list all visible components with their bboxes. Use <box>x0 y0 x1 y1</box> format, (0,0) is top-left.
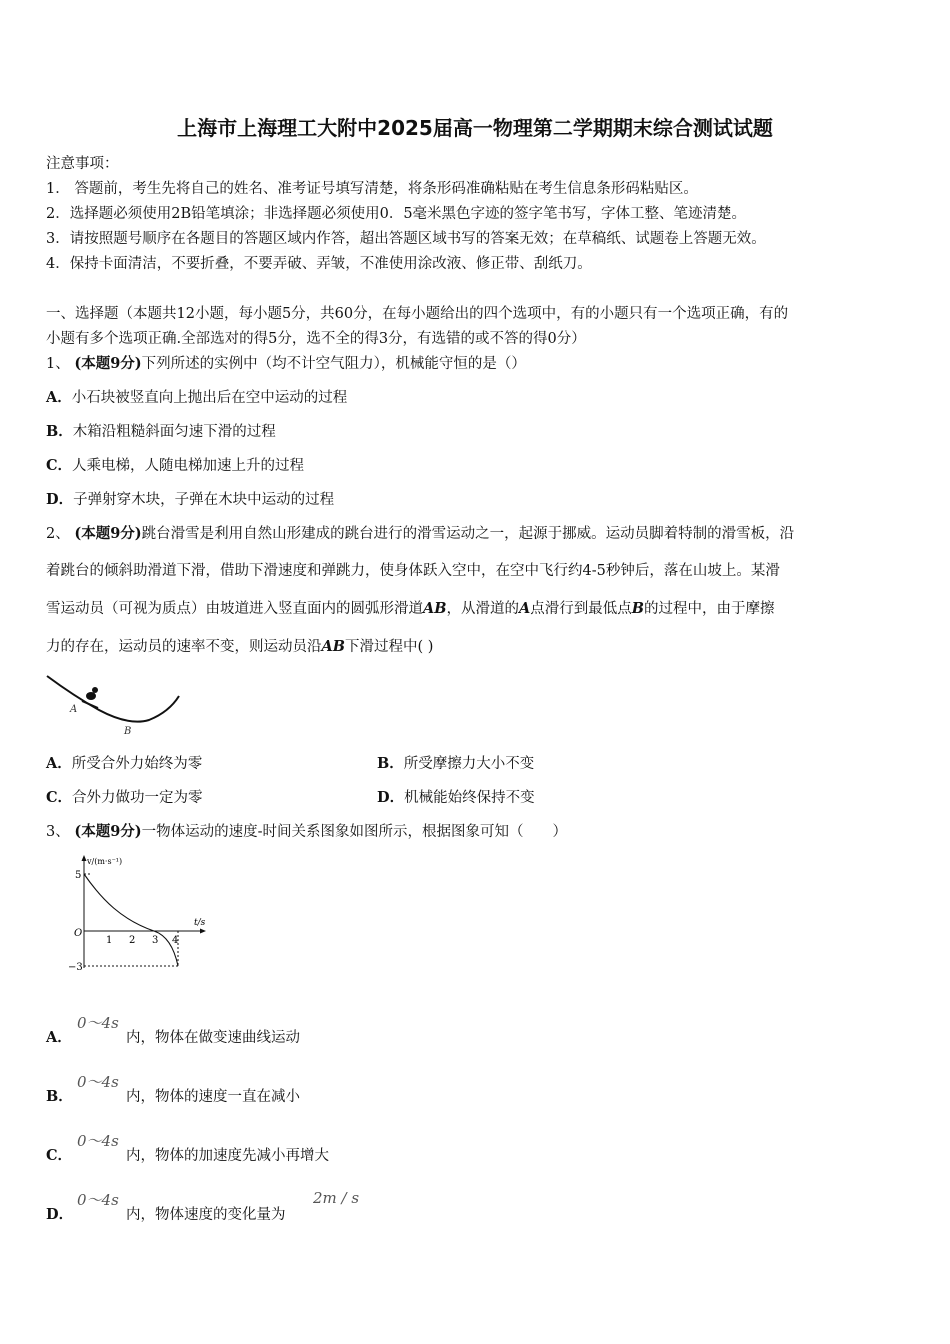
option-label: A． <box>46 389 72 406</box>
option-label: D． <box>46 1206 74 1223</box>
option-label: C． <box>46 1147 73 1164</box>
question-number: 2、 <box>46 526 70 542</box>
question-3-stem <box>46 820 567 841</box>
question-2-option-c <box>46 786 203 807</box>
option-text: 内，物体的速度一直在减小 <box>126 1089 300 1105</box>
question-1-option-a <box>46 386 347 407</box>
question-3-option-d <box>46 1203 73 1224</box>
option-text: 内，物体的加速度先减小再增大 <box>126 1148 329 1164</box>
interval-label: 0～4s <box>77 1014 119 1032</box>
interval-label: 0～4s <box>77 1132 119 1150</box>
option-text: 木箱沿粗糙斜面匀速下滑的过程 <box>72 424 276 440</box>
question-2-option-b <box>377 752 534 773</box>
math-b: B <box>631 600 645 617</box>
option-text: 机械能始终保持不变 <box>404 790 535 806</box>
question-text: 下列所述的实例中（均不计空气阻力），机械能守恒的是（） <box>141 356 526 372</box>
option-text: 合外力做功一定为零 <box>72 790 203 806</box>
question-3-option-a <box>46 1026 72 1047</box>
option-label: A． <box>46 755 72 772</box>
origin-label: O <box>74 928 83 939</box>
option-text: 小石块被竖直向上抛出后在空中运动的过程 <box>71 390 348 406</box>
option-label: B． <box>377 755 404 772</box>
ski-slope-figure <box>44 668 184 740</box>
x-axis-arrow-icon <box>200 929 206 934</box>
question-2-stem-line-4 <box>46 635 433 656</box>
notice-item-3: 3．请按照题号顺序在各题目的答题区域内作答，超出答题区域书写的答案无效；在草稿纸、试题卷上答题无效。 <box>46 231 766 247</box>
option-label: C． <box>46 789 73 806</box>
tick-5: 5 <box>75 870 82 881</box>
point-a-label: A <box>70 704 78 715</box>
y-axis-label: v/(m·s⁻¹) <box>87 857 123 866</box>
question-1-option-c <box>46 454 304 475</box>
y-axis-arrow-icon <box>82 855 87 861</box>
velocity-time-graph <box>62 852 212 974</box>
velocity-curve <box>84 874 178 966</box>
option-label: B． <box>46 423 73 440</box>
question-1-stem <box>46 352 526 373</box>
option-label: A． <box>46 1029 72 1046</box>
notice-item-4: 4．保持卡面清洁，不要折叠，不要弄破、弄皱，不准使用涂改液、修正带、刮纸刀。 <box>46 256 592 272</box>
tick-4: 4 <box>172 935 179 946</box>
question-score: (本题9分) <box>74 355 142 372</box>
interval-label: 0～4s <box>77 1191 119 1209</box>
tick-neg3: −3 <box>68 962 83 973</box>
option-text: 人乘电梯，人随电梯加速上升的过程 <box>72 458 305 474</box>
tick-2: 2 <box>129 935 136 946</box>
page-title: 上海市上海理工大附中2025届高一物理第二学期期末综合测试试题 <box>177 116 773 140</box>
option-text: 内，物体速度的变化量为 <box>126 1207 286 1223</box>
x-axis-label: t/s <box>194 918 206 928</box>
question-score: (本题9分) <box>74 823 142 840</box>
math-ab: AB <box>423 600 447 617</box>
question-2-option-d <box>377 786 535 807</box>
interval-label: 0～4s <box>77 1073 119 1091</box>
notice-item-2: 2．选择题必须使用2B铅笔填涂；非选择题必须使用0．5毫米黑色字迹的签字笔书写，字体工整、笔迹清楚。 <box>46 206 747 222</box>
option-text: 内，物体在做变速曲线运动 <box>126 1030 300 1046</box>
option-text: 所受摩擦力大小不变 <box>403 756 535 772</box>
math-a: A <box>519 600 531 617</box>
text-segment: ，从滑道的 <box>446 601 520 617</box>
option-label: D． <box>377 789 405 806</box>
velocity-change-value: 2m / s <box>313 1189 360 1207</box>
question-2-stem-line-1 <box>46 522 794 543</box>
tick-1: 1 <box>106 935 113 946</box>
text-segment: 雪运动员（可视为质点）由坡道进入竖直面内的圆弧形滑道 <box>46 601 423 617</box>
question-score: (本题9分) <box>74 525 142 542</box>
question-2-stem-line-3 <box>46 597 775 618</box>
text-segment: 力的存在，运动员的速率不变，则运动员沿 <box>46 639 322 655</box>
option-label: D． <box>46 491 74 508</box>
question-number: 3、 <box>46 824 70 840</box>
question-1-option-b <box>46 420 276 441</box>
notice-item-1: 1． 答题前，考生先将自己的姓名、准考证号填写清楚，将条形码准确粘贴在考生信息条形码粘贴区。 <box>46 181 698 197</box>
math-ab: AB <box>321 638 346 655</box>
question-1-option-d <box>46 488 334 509</box>
question-3-option-c <box>46 1144 72 1165</box>
question-2-option-a <box>46 752 202 773</box>
question-2-stem-line-2: 着跳台的倾斜助滑道下滑，借助下滑速度和弹跳力，使身体跃入空中，在空中飞行约4-5秒钟后，落在山坡上。某滑 <box>46 563 780 579</box>
question-3-option-b <box>46 1085 73 1106</box>
section-instructions-line-2: 小题有多个选项正确.全部选对的得5分，选不全的得3分，有选错的或不答的得0分） <box>46 331 586 347</box>
section-instructions-line-1: 一、选择题（本题共12小题，每小题5分，共60分，在每小题给出的四个选项中，有的小题只有一个选项正确，有的 <box>46 306 789 322</box>
question-text: 一物体运动的速度-时间关系图象如图所示，根据图象可知（ ） <box>141 824 568 840</box>
question-text: 跳台滑雪是利用自然山形建成的跳台进行的滑雪运动之一，起源于挪威。运动员脚着特制的滑雪板，沿 <box>141 526 795 542</box>
option-text: 所受合外力始终为零 <box>71 756 203 772</box>
option-label: B． <box>46 1088 73 1105</box>
skier-icon <box>82 687 98 708</box>
text-segment: 点滑行到最低点 <box>530 601 632 617</box>
option-text: 子弹射穿木块，子弹在木块中运动的过程 <box>73 492 335 508</box>
text-segment: 下滑过程中( ) <box>345 639 434 655</box>
text-segment: 的过程中，由于摩擦 <box>644 601 775 617</box>
tick-3: 3 <box>152 935 159 946</box>
point-b-label: B <box>124 726 132 737</box>
notice-heading: 注意事项： <box>46 156 119 172</box>
arc-track <box>47 676 179 722</box>
option-label: C． <box>46 457 73 474</box>
question-number: 1、 <box>46 356 70 372</box>
